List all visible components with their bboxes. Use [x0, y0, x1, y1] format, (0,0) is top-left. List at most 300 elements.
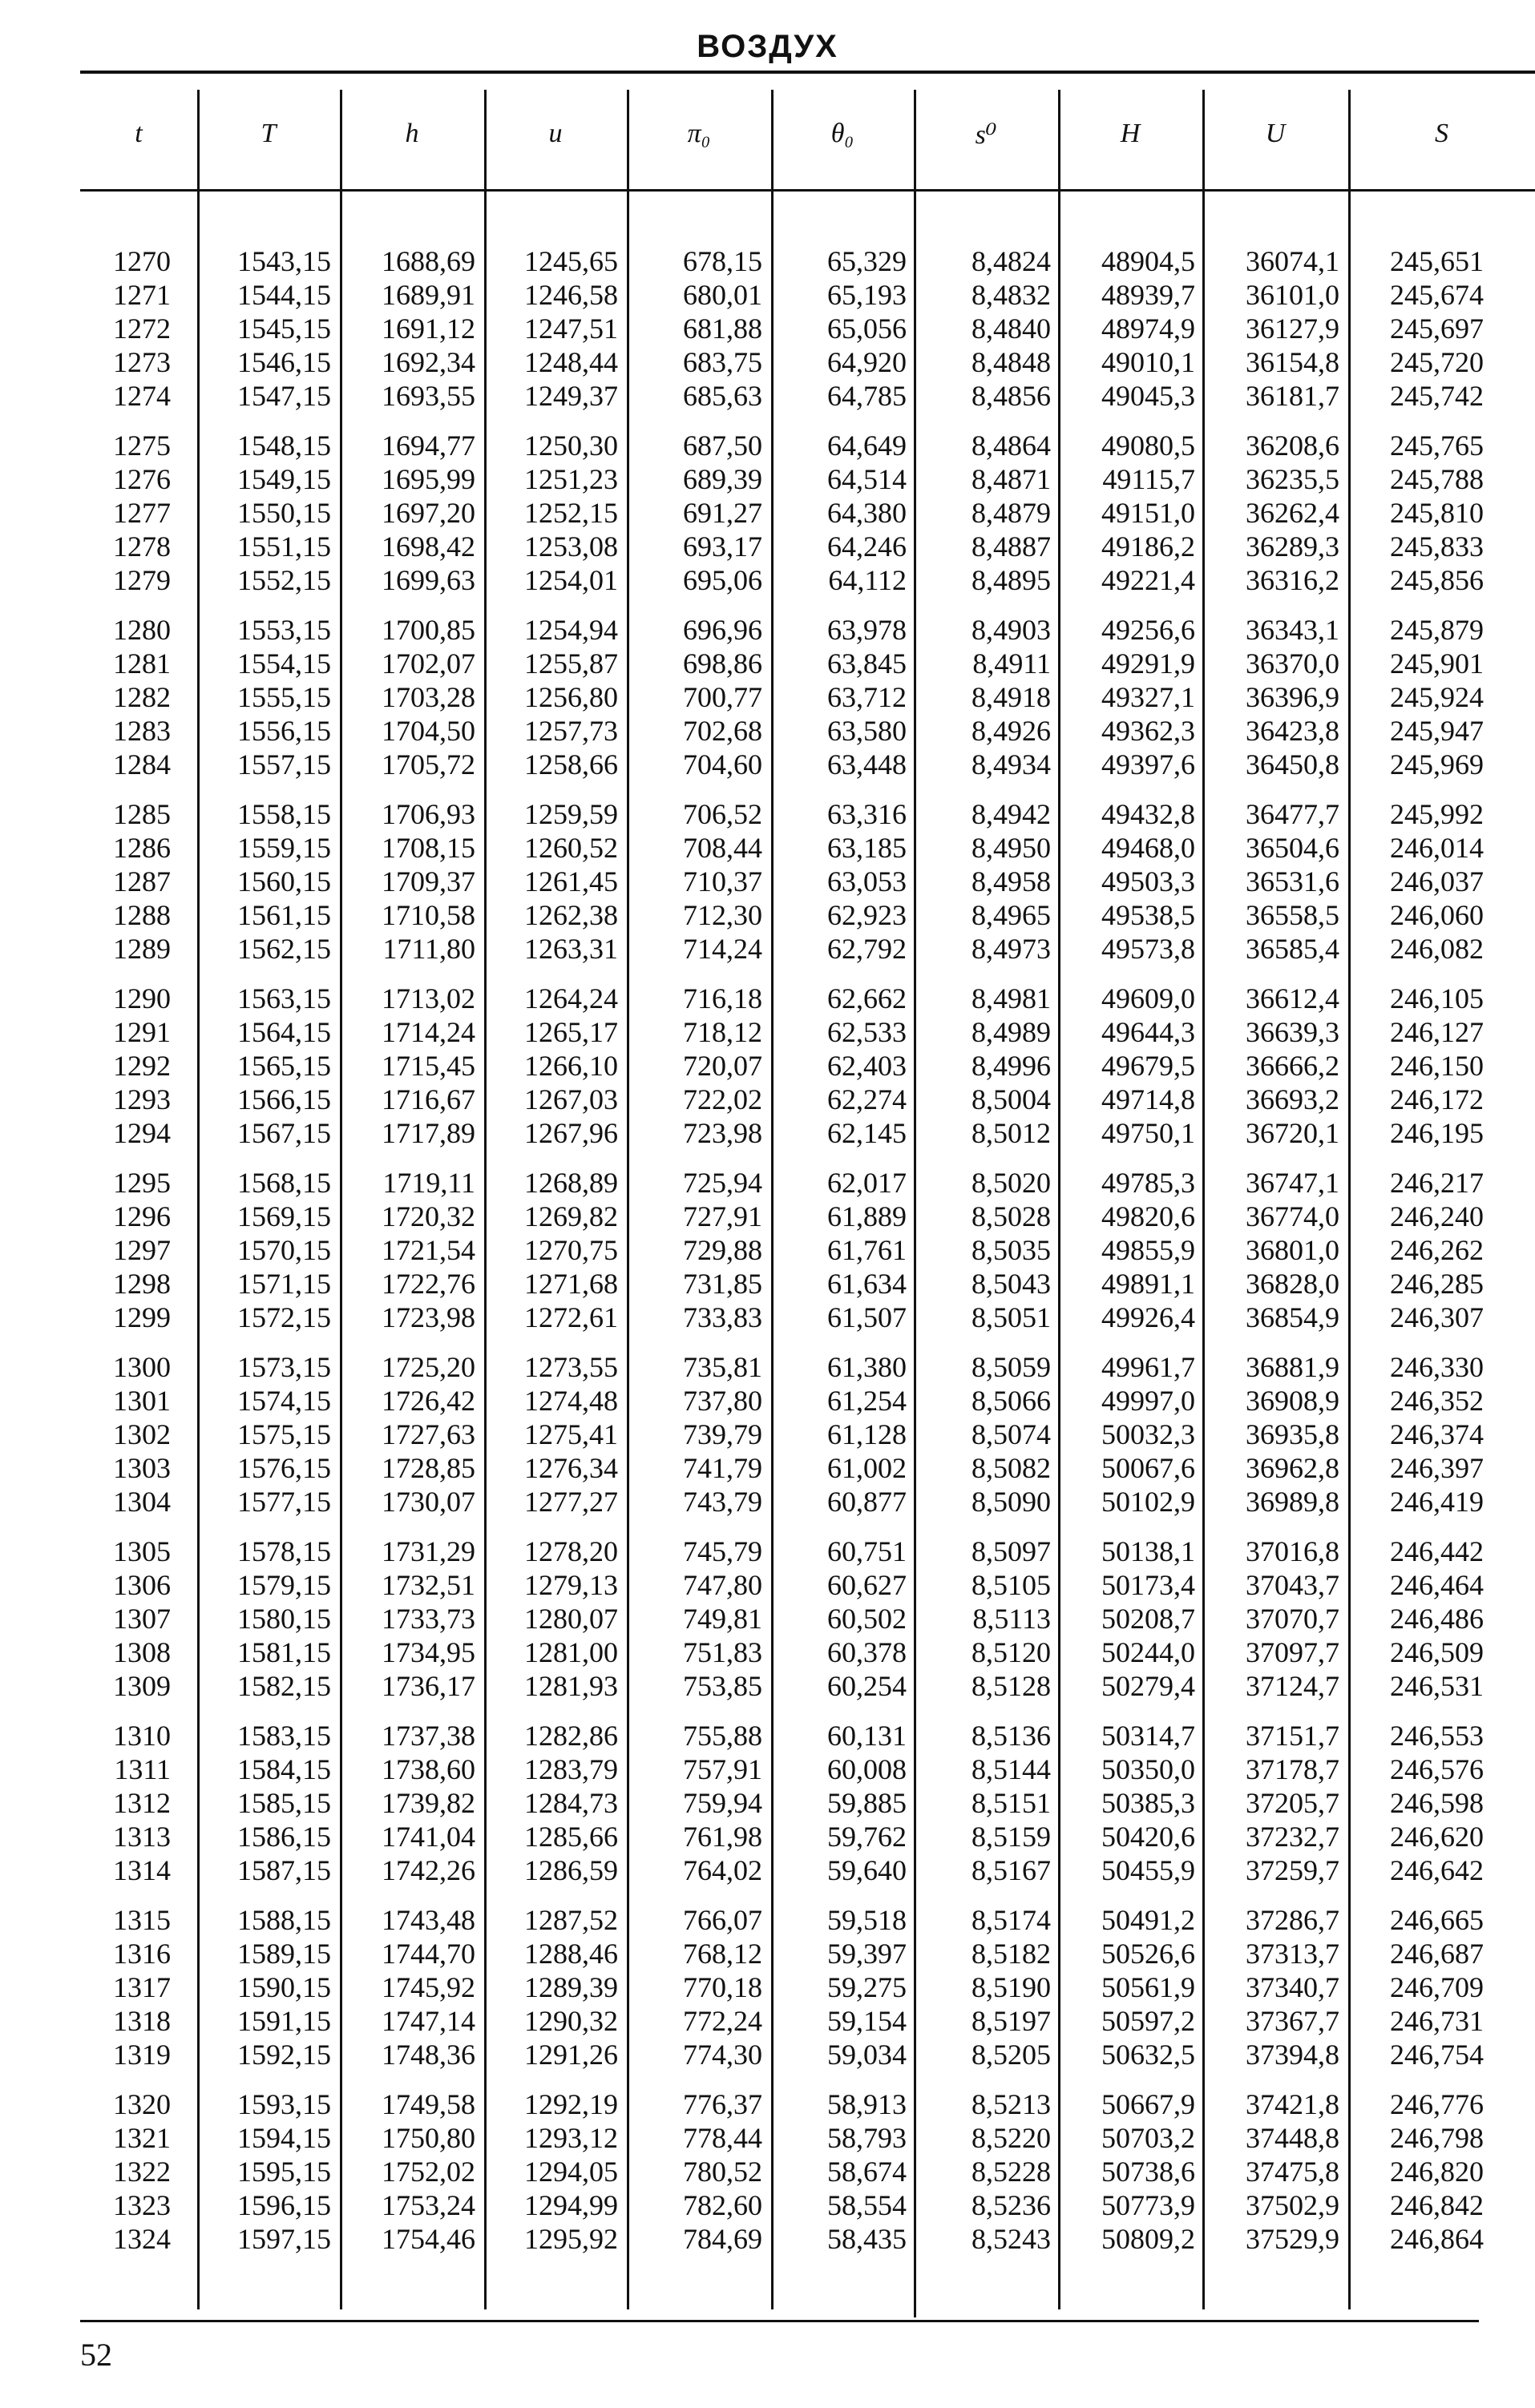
table-cell: 1744,70 [382, 1938, 475, 1970]
table-cell: 50032,3 [1101, 1418, 1195, 1450]
table-cell: 50632,5 [1101, 2039, 1195, 2071]
table-cell: 60,877 [827, 1486, 907, 1518]
table-cell: 1587,15 [237, 1854, 331, 1886]
column-header: s⁰ [975, 120, 997, 150]
table-cell: 8,4973 [971, 933, 1051, 965]
table-cell: 706,52 [683, 798, 762, 830]
table-cell: 1547,15 [237, 380, 331, 412]
table-cell: 37448,8 [1246, 2122, 1339, 2154]
table-cell: 1272,61 [524, 1301, 618, 1333]
table-cell: 245,924 [1390, 681, 1484, 713]
table-cell: 766,07 [683, 1904, 762, 1936]
table-cell: 50597,2 [1101, 2005, 1195, 2037]
table-cell: 1287,52 [524, 1904, 618, 1936]
table-cell: 36343,1 [1246, 614, 1339, 646]
table-cell: 755,88 [683, 1720, 762, 1752]
table-cell: 49573,8 [1101, 933, 1195, 965]
table-cell: 1691,12 [382, 313, 475, 345]
table-cell: 695,06 [683, 564, 762, 596]
table-cell: 246,531 [1390, 1670, 1484, 1702]
table-cell: 49468,0 [1101, 832, 1195, 864]
table-cell: 60,627 [827, 1569, 907, 1601]
table-cell: 1293 [113, 1083, 171, 1115]
table-cell: 725,94 [683, 1167, 762, 1199]
table-cell: 49855,9 [1101, 1234, 1195, 1266]
table-cell: 8,5035 [971, 1234, 1051, 1266]
table-cell: 246,620 [1390, 1821, 1484, 1853]
table-cell: 8,5220 [971, 2122, 1051, 2154]
table-cell: 60,131 [827, 1720, 907, 1752]
column-divider [1348, 90, 1351, 2309]
table-cell: 245,992 [1390, 798, 1484, 830]
table-cell: 63,448 [827, 748, 907, 780]
table-cell: 8,4918 [971, 681, 1051, 713]
table-cell: 246,082 [1390, 933, 1484, 965]
table-cell: 678,15 [683, 245, 762, 277]
table-cell: 36127,9 [1246, 313, 1339, 345]
table-cell: 60,254 [827, 1670, 907, 1702]
table-cell: 751,83 [683, 1636, 762, 1668]
table-cell: 36477,7 [1246, 798, 1339, 830]
table-cell: 246,240 [1390, 1200, 1484, 1232]
table-cell: 712,30 [683, 899, 762, 931]
table-cell: 1728,85 [382, 1452, 475, 1484]
column-header: h [405, 119, 419, 148]
table-cell: 1749,58 [382, 2088, 475, 2120]
table-cell: 1733,73 [382, 1603, 475, 1635]
table-cell: 1295 [113, 1167, 171, 1199]
table-cell: 1734,95 [382, 1636, 475, 1668]
table-cell: 64,920 [827, 346, 907, 378]
column-header: U [1265, 119, 1286, 148]
table-cell: 37124,7 [1246, 1670, 1339, 1702]
table-cell: 1736,17 [382, 1670, 475, 1702]
table-cell: 743,79 [683, 1486, 762, 1518]
table-cell: 8,5028 [971, 1200, 1051, 1232]
table-cell: 8,5205 [971, 2039, 1051, 2071]
table-cell: 1286 [113, 832, 171, 864]
table-cell: 8,5020 [971, 1167, 1051, 1199]
table-cell: 246,864 [1390, 2223, 1484, 2255]
table-cell: 48904,5 [1101, 245, 1195, 277]
table-cell: 63,712 [827, 681, 907, 713]
table-cell: 62,923 [827, 899, 907, 931]
table-cell: 1584,15 [237, 1753, 331, 1785]
table-cell: 1247,51 [524, 313, 618, 345]
table-cell: 1294,05 [524, 2156, 618, 2188]
table-cell: 1748,36 [382, 2039, 475, 2071]
table-cell: 36612,4 [1246, 982, 1339, 1014]
table-cell: 59,275 [827, 1971, 907, 2003]
table-cell: 1246,58 [524, 279, 618, 311]
table-cell: 8,5236 [971, 2189, 1051, 2221]
table-cell: 1575,15 [237, 1418, 331, 1450]
table-cell: 36585,4 [1246, 933, 1339, 965]
table-cell: 1318 [113, 2005, 171, 2037]
table-cell: 1569,15 [237, 1200, 331, 1232]
table-cell: 1323 [113, 2189, 171, 2221]
table-cell: 37394,8 [1246, 2039, 1339, 2071]
table-cell: 37205,7 [1246, 1787, 1339, 1819]
table-cell: 246,060 [1390, 899, 1484, 931]
table-cell: 246,576 [1390, 1753, 1484, 1785]
table-cell: 1249,37 [524, 380, 618, 412]
table-cell: 49997,0 [1101, 1385, 1195, 1417]
table-cell: 61,507 [827, 1301, 907, 1333]
table-cell: 1702,07 [382, 647, 475, 680]
table-cell: 741,79 [683, 1452, 762, 1484]
table-cell: 49609,0 [1101, 982, 1195, 1014]
table-cell: 64,514 [827, 463, 907, 495]
table-cell: 1248,44 [524, 346, 618, 378]
table-cell: 63,185 [827, 832, 907, 864]
table-cell: 49256,6 [1101, 614, 1195, 646]
table-cell: 63,978 [827, 614, 907, 646]
column-divider [484, 90, 487, 2309]
table-cell: 37043,7 [1246, 1569, 1339, 1601]
column-divider [197, 90, 200, 2309]
table-cell: 1276,34 [524, 1452, 618, 1484]
bottom-rule [80, 2320, 1479, 2322]
table-cell: 37016,8 [1246, 1535, 1339, 1567]
table-cell: 1568,15 [237, 1167, 331, 1199]
table-cell: 1596,15 [237, 2189, 331, 2221]
table-cell: 1731,29 [382, 1535, 475, 1567]
table-cell: 1726,42 [382, 1385, 475, 1417]
table-cell: 774,30 [683, 2039, 762, 2071]
table-cell: 8,4942 [971, 798, 1051, 830]
table-cell: 1590,15 [237, 1971, 331, 2003]
table-cell: 1579,15 [237, 1569, 331, 1601]
table-cell: 1576,15 [237, 1452, 331, 1484]
table-cell: 8,5144 [971, 1753, 1051, 1785]
table-cell: 58,674 [827, 2156, 907, 2188]
table-cell: 1255,87 [524, 647, 618, 680]
table-cell: 1286,59 [524, 1854, 618, 1886]
table-cell: 246,820 [1390, 2156, 1484, 2188]
table-cell: 1562,15 [237, 933, 331, 965]
table-cell: 1282,86 [524, 1720, 618, 1752]
table-cell: 246,687 [1390, 1938, 1484, 1970]
table-cell: 8,4864 [971, 430, 1051, 462]
table-cell: 1267,03 [524, 1083, 618, 1115]
table-cell: 1251,23 [524, 463, 618, 495]
table-cell: 768,12 [683, 1938, 762, 1970]
table-cell: 8,4903 [971, 614, 1051, 646]
table-cell: 1313 [113, 1821, 171, 1853]
table-cell: 8,4856 [971, 380, 1051, 412]
table-cell: 687,50 [683, 430, 762, 462]
table-cell: 1252,15 [524, 497, 618, 529]
table-cell: 722,02 [683, 1083, 762, 1115]
table-cell: 749,81 [683, 1603, 762, 1635]
column-header: H [1120, 119, 1141, 148]
table-cell: 8,4958 [971, 865, 1051, 897]
table-cell: 8,4996 [971, 1050, 1051, 1082]
table-cell: 245,697 [1390, 313, 1484, 345]
table-cell: 735,81 [683, 1351, 762, 1383]
table-cell: 8,5159 [971, 1821, 1051, 1853]
table-cell: 1256,80 [524, 681, 618, 713]
table-cell: 1597,15 [237, 2223, 331, 2255]
table-cell: 36774,0 [1246, 1200, 1339, 1232]
table-cell: 1546,15 [237, 346, 331, 378]
table-cell: 246,419 [1390, 1486, 1484, 1518]
table-cell: 1566,15 [237, 1083, 331, 1115]
column-header: t [135, 119, 143, 148]
table-cell: 1278 [113, 530, 171, 563]
table-cell: 1268,89 [524, 1167, 618, 1199]
table-cell: 36504,6 [1246, 832, 1339, 864]
table-cell: 1295,92 [524, 2223, 618, 2255]
table-cell: 714,24 [683, 933, 762, 965]
table-cell: 1565,15 [237, 1050, 331, 1082]
table-cell: 8,5012 [971, 1117, 1051, 1149]
table-cell: 1586,15 [237, 1821, 331, 1853]
table-cell: 36747,1 [1246, 1167, 1339, 1199]
table-cell: 49926,4 [1101, 1301, 1195, 1333]
table-cell: 1294,99 [524, 2189, 618, 2221]
table-cell: 62,533 [827, 1016, 907, 1048]
table-cell: 1595,15 [237, 2156, 331, 2188]
table-cell: 1259,59 [524, 798, 618, 830]
table-cell: 60,502 [827, 1603, 907, 1635]
table-cell: 1737,38 [382, 1720, 475, 1752]
table-cell: 62,017 [827, 1167, 907, 1199]
table-cell: 246,307 [1390, 1301, 1484, 1333]
table-cell: 8,4989 [971, 1016, 1051, 1048]
table-cell: 698,86 [683, 647, 762, 680]
table-cell: 1719,11 [382, 1167, 475, 1199]
table-cell: 1271 [113, 279, 171, 311]
table-cell: 1263,31 [524, 933, 618, 965]
table-cell: 36154,8 [1246, 346, 1339, 378]
table-cell: 8,4911 [972, 647, 1051, 680]
table-cell: 739,79 [683, 1418, 762, 1450]
table-cell: 1291,26 [524, 2039, 618, 2071]
table-cell: 8,4832 [971, 279, 1051, 311]
table-cell: 49151,0 [1101, 497, 1195, 529]
table-cell: 1693,55 [382, 380, 475, 412]
table-cell: 59,762 [827, 1821, 907, 1853]
table-cell: 1717,89 [382, 1117, 475, 1149]
table-cell: 1307 [113, 1603, 171, 1635]
column-header: T [261, 119, 277, 148]
table-cell: 246,330 [1390, 1351, 1484, 1383]
table-cell: 1713,02 [382, 982, 475, 1014]
table-cell: 36208,6 [1246, 430, 1339, 462]
table-cell: 1296 [113, 1200, 171, 1232]
table-cell: 693,17 [683, 530, 762, 563]
table-cell: 65,056 [827, 313, 907, 345]
table-cell: 1715,45 [382, 1050, 475, 1082]
table-cell: 36935,8 [1246, 1418, 1339, 1450]
column-divider [1202, 90, 1205, 2309]
table-cell: 8,5228 [971, 2156, 1051, 2188]
table-cell: 1557,15 [237, 748, 331, 780]
table-cell: 8,5090 [971, 1486, 1051, 1518]
table-cell: 36908,9 [1246, 1385, 1339, 1417]
table-cell: 64,649 [827, 430, 907, 462]
table-cell: 8,5174 [971, 1904, 1051, 1936]
table-cell: 245,720 [1390, 346, 1484, 378]
table-cell: 36316,2 [1246, 564, 1339, 596]
table-cell: 1571,15 [237, 1268, 331, 1300]
page-number: 52 [80, 2337, 112, 2373]
table-cell: 50173,4 [1101, 1569, 1195, 1601]
table-cell: 37232,7 [1246, 1821, 1339, 1853]
table-cell: 62,145 [827, 1117, 907, 1149]
table-cell: 245,810 [1390, 497, 1484, 529]
table-cell: 1297 [113, 1234, 171, 1266]
table-cell: 37259,7 [1246, 1854, 1339, 1886]
table-cell: 50244,0 [1101, 1636, 1195, 1668]
column-divider [340, 90, 342, 2309]
table-cell: 1321 [113, 2122, 171, 2154]
table-cell: 50809,2 [1101, 2223, 1195, 2255]
table-cell: 37097,7 [1246, 1636, 1339, 1668]
table-cell: 1274 [113, 380, 171, 412]
table-cell: 37340,7 [1246, 1971, 1339, 2003]
table-cell: 733,83 [683, 1301, 762, 1333]
table-cell: 1738,60 [382, 1753, 475, 1785]
table-cell: 1549,15 [237, 463, 331, 495]
table-cell: 1570,15 [237, 1234, 331, 1266]
table-cell: 8,4871 [971, 463, 1051, 495]
table-cell: 8,4965 [971, 899, 1051, 931]
table-cell: 1753,24 [382, 2189, 475, 2221]
table-cell: 1261,45 [524, 865, 618, 897]
table-cell: 1254,94 [524, 614, 618, 646]
table-cell: 61,254 [827, 1385, 907, 1417]
table-cell: 246,285 [1390, 1268, 1484, 1300]
table-cell: 49115,7 [1102, 463, 1195, 495]
table-cell: 49679,5 [1101, 1050, 1195, 1082]
table-cell: 718,12 [683, 1016, 762, 1048]
table-cell: 63,053 [827, 865, 907, 897]
table-cell: 36101,0 [1246, 279, 1339, 311]
table-cell: 50703,2 [1101, 2122, 1195, 2154]
table-cell: 1322 [113, 2156, 171, 2188]
table-cell: 8,4879 [971, 497, 1051, 529]
table-cell: 1563,15 [237, 982, 331, 1014]
table-cell: 8,4824 [971, 245, 1051, 277]
table-cell: 246,127 [1390, 1016, 1484, 1048]
table-cell: 716,18 [683, 982, 762, 1014]
table-cell: 36370,0 [1246, 647, 1339, 680]
table-cell: 37313,7 [1246, 1938, 1339, 1970]
table-cell: 1310 [113, 1720, 171, 1752]
table-cell: 8,5167 [971, 1854, 1051, 1886]
table-cell: 64,785 [827, 380, 907, 412]
table-cell: 1320 [113, 2088, 171, 2120]
table-cell: 1743,48 [382, 1904, 475, 1936]
table-cell: 1316 [113, 1938, 171, 1970]
table-cell: 1262,38 [524, 899, 618, 931]
table-cell: 58,435 [827, 2223, 907, 2255]
table-cell: 782,60 [683, 2189, 762, 2221]
table-cell: 49362,3 [1101, 715, 1195, 747]
table-cell: 8,5074 [971, 1418, 1051, 1450]
table-cell: 723,98 [683, 1117, 762, 1149]
table-cell: 246,262 [1390, 1234, 1484, 1266]
table-cell: 1747,14 [382, 2005, 475, 2037]
table-cell: 1561,15 [237, 899, 331, 931]
table-cell: 36693,2 [1246, 1083, 1339, 1115]
table-cell: 1280,07 [524, 1603, 618, 1635]
table-cell: 1700,85 [382, 614, 475, 646]
table-cell: 1319 [113, 2039, 171, 2071]
table-cell: 683,75 [683, 346, 762, 378]
table-cell: 65,329 [827, 245, 907, 277]
table-cell: 8,4934 [971, 748, 1051, 780]
table-cell: 1302 [113, 1418, 171, 1450]
table-cell: 1567,15 [237, 1117, 331, 1149]
table-cell: 8,5004 [971, 1083, 1051, 1115]
table-cell: 246,709 [1390, 1971, 1484, 2003]
table-cell: 62,792 [827, 933, 907, 965]
table-cell: 1709,37 [382, 865, 475, 897]
table-cell: 1750,80 [382, 2122, 475, 2154]
table-cell: 49714,8 [1101, 1083, 1195, 1115]
table-cell: 710,37 [683, 865, 762, 897]
table-cell: 1578,15 [237, 1535, 331, 1567]
table-cell: 8,5097 [971, 1535, 1051, 1567]
table-cell: 64,246 [827, 530, 907, 563]
table-cell: 1554,15 [237, 647, 331, 680]
table-cell: 1559,15 [237, 832, 331, 864]
table-cell: 49891,1 [1101, 1268, 1195, 1300]
table-cell: 62,403 [827, 1050, 907, 1082]
table-cell: 1312 [113, 1787, 171, 1819]
table-cell: 246,553 [1390, 1720, 1484, 1752]
table-cell: 1688,69 [382, 245, 475, 277]
table-cell: 246,195 [1390, 1117, 1484, 1149]
table-cell: 36962,8 [1246, 1452, 1339, 1484]
table-cell: 1270,75 [524, 1234, 618, 1266]
table-cell: 36881,9 [1246, 1351, 1339, 1383]
table-cell: 1317 [113, 1971, 171, 2003]
table-cell: 49538,5 [1101, 899, 1195, 931]
table-cell: 745,79 [683, 1535, 762, 1567]
table-cell: 1284,73 [524, 1787, 618, 1819]
table-cell: 63,845 [827, 647, 907, 680]
table-cell: 1324 [113, 2223, 171, 2255]
table-cell: 8,4926 [971, 715, 1051, 747]
table-cell: 757,91 [683, 1753, 762, 1785]
table-cell: 1273 [113, 346, 171, 378]
table-cell: 1558,15 [237, 798, 331, 830]
table-cell: 37151,7 [1246, 1720, 1339, 1752]
table-cell: 36801,0 [1246, 1234, 1339, 1266]
table-cell: 1585,15 [237, 1787, 331, 1819]
table-cell: 61,761 [827, 1234, 907, 1266]
table-cell: 49503,3 [1101, 865, 1195, 897]
table-cell: 245,651 [1390, 245, 1484, 277]
table-cell: 1555,15 [237, 681, 331, 713]
table-cell: 1577,15 [237, 1486, 331, 1518]
table-cell: 62,662 [827, 982, 907, 1014]
table-cell: 36396,9 [1246, 681, 1339, 713]
table-cell: 48974,9 [1101, 313, 1195, 345]
table-cell: 776,37 [683, 2088, 762, 2120]
table-cell: 1276 [113, 463, 171, 495]
table-cell: 1545,15 [237, 313, 331, 345]
table-cell: 37367,7 [1246, 2005, 1339, 2037]
table-cell: 246,731 [1390, 2005, 1484, 2037]
table-cell: 1245,65 [524, 245, 618, 277]
table-cell: 708,44 [683, 832, 762, 864]
